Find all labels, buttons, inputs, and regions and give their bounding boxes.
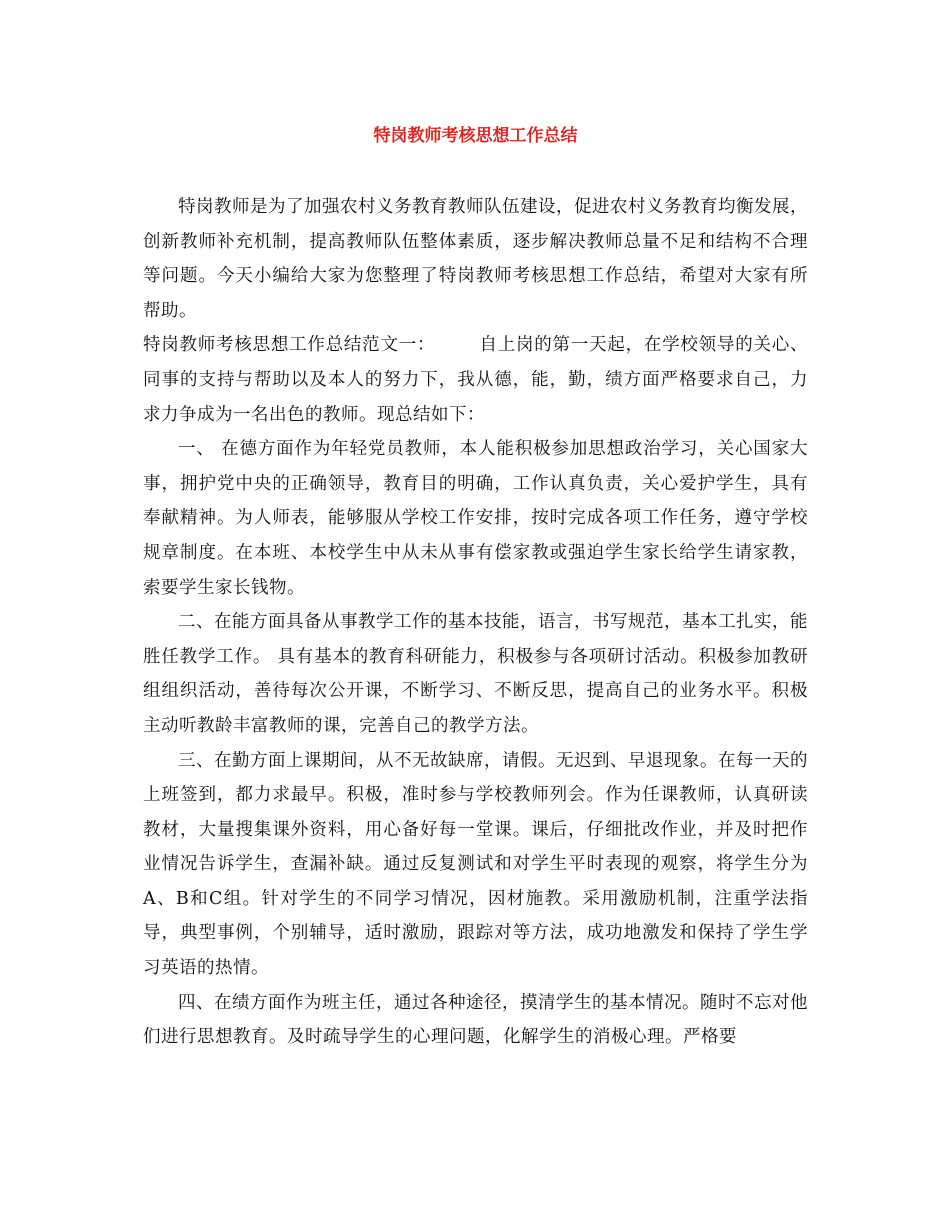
sample-paragraph bbox=[143, 328, 808, 432]
intro-paragraph: 特岗教师是为了加强农村义务教育教师队伍建设，促进农村义务教育均衡发展，创新教师补充机制，提高教师队伍整体素质，逐步解决教师总量不足和结构不合理等问题。今天小编给大家为您整理了特岗教师考核思想工作总结，希望对大家有所帮助。 bbox=[143, 197, 808, 321]
section-one-paragraph: 一、 在德方面作为年轻党员教师，本人能积极参加思想政治学习，关心国家大事，拥护党中央的正确领导，教育目的明确，工作认真负责，关心爱护学生，具有奉献精神。为人师表，能够服从学校工作安排，按时完成各项工作任务，遵守学校规章制度。在本班、本校学生中从未从事有偿家教或强迫学生家长给学生请家教，索要学生家长钱物。 bbox=[143, 439, 808, 598]
document-title: 特岗教师考核思想工作总结 bbox=[373, 126, 578, 146]
document-body bbox=[143, 190, 808, 1055]
section-two-paragraph: 二、在能方面具备从事教学工作的基本技能，语言，书写规范，基本工扎实，能胜任教学工作。 具有基本的教育科研能力，积极参与各项研讨活动。积极参加教研组组织活动，善待每次公开课，不断学习、不断反思，提高自己的业务水平。积极主动听教龄丰富教师的课，完善自己的教学方法。 bbox=[143, 612, 808, 736]
section-three-paragraph: 三、在勤方面上课期间，从不无故缺席，请假。无迟到、早退现象。在每一天的上班签到，都力求最早。积极，准时参与学校教师列会。作为任课教师，认真研读教材，大量搜集课外资料，用心备好每一堂课。课后，仔细批改作业，并及时把作业情况告诉学生，查漏补缺。通过反复测试和对学生平时表现的观察，将学生分为A、B和C组。针对学生的不同学习情况，因材施教。采用激励机制，注重学法指导，典型事例，个别辅导，适时激励，跟踪对等方法，成功地激发和保持了学生学习英语的热情。 bbox=[143, 750, 808, 979]
sample-heading: 特岗教师考核思想工作总结范文一： bbox=[143, 335, 436, 356]
section-four-paragraph: 四、在绩方面作为班主任，通过各种途径，摸清学生的基本情况。随时不忘对他们进行思想教育。及时疏导学生的心理问题，化解学生的消极心理。严格要 bbox=[143, 992, 808, 1048]
sample-opening: 自上岗的第一天起，在学校领导的关心、同事的支持与帮助以及本人的努力下，我从德，能，勤，绩方面严格要求自己，力求力争成为一名出色的教师。现总结如下： bbox=[143, 335, 808, 425]
